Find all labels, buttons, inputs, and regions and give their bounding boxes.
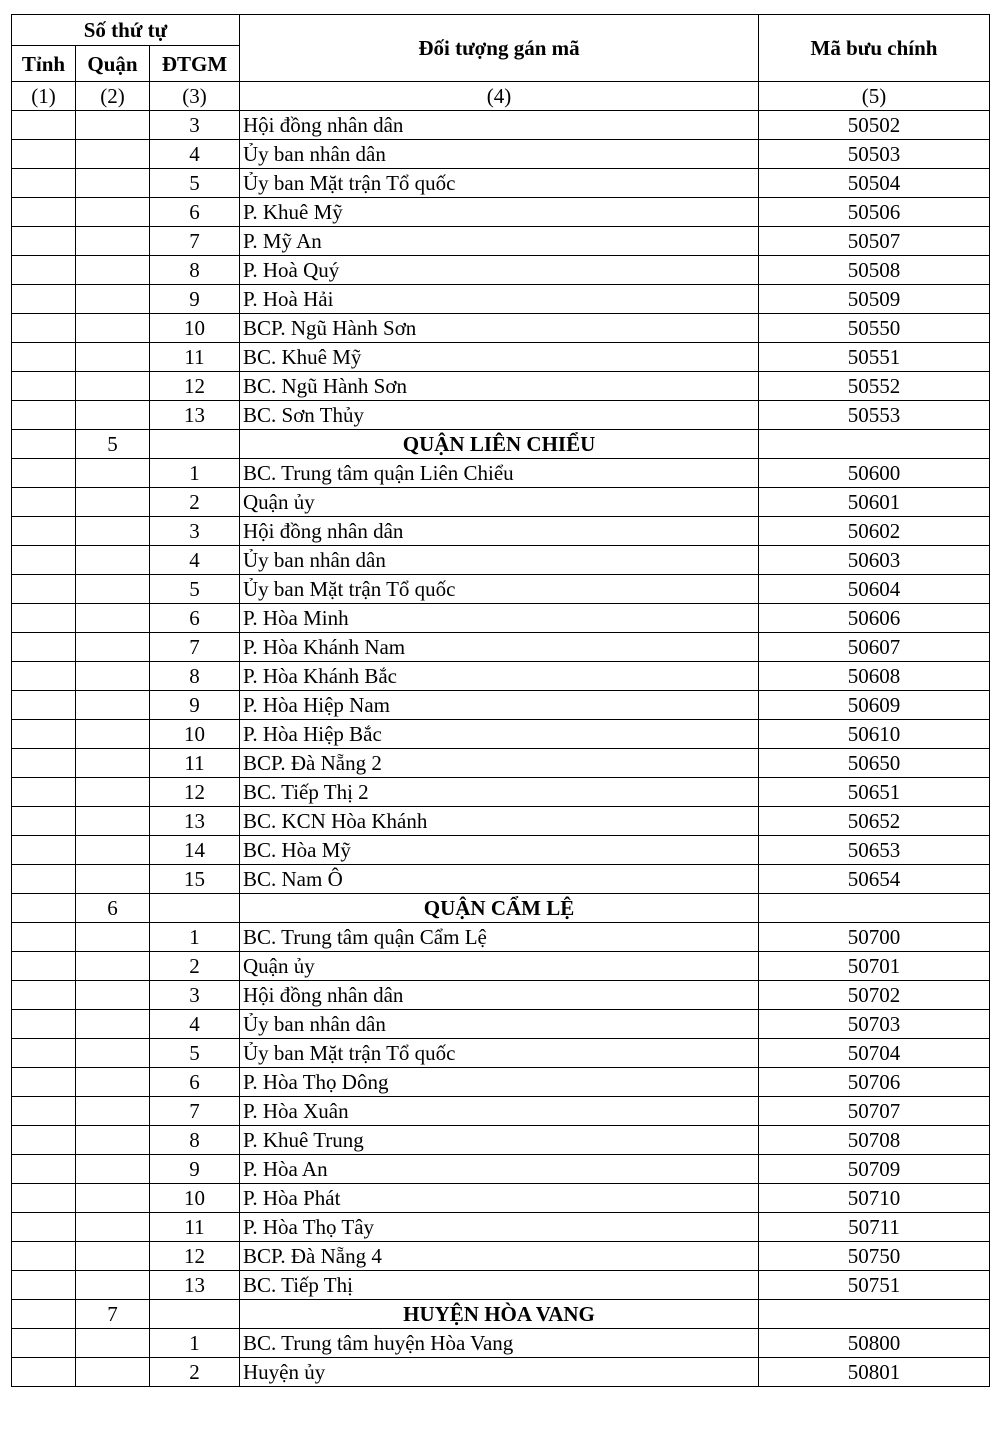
district-number-cell [76, 198, 150, 227]
district-number-cell [76, 575, 150, 604]
table-row [12, 1242, 990, 1271]
dtgm-number-cell [150, 430, 240, 459]
table-row [12, 778, 990, 807]
object-name-cell: BC. Khuê Mỹ [240, 343, 759, 372]
district-number-cell [76, 169, 150, 198]
column-number-2: (2) [76, 82, 150, 111]
column-number-1: (1) [12, 82, 76, 111]
province-cell [12, 459, 76, 488]
object-name-cell: BCP. Đà Nẵng 4 [240, 1242, 759, 1271]
table-row [12, 662, 990, 691]
district-number-cell [76, 401, 150, 430]
dtgm-number-cell: 6 [150, 1068, 240, 1097]
object-name-cell: Ủy ban nhân dân [240, 1010, 759, 1039]
district-number-cell [76, 604, 150, 633]
province-cell [12, 720, 76, 749]
object-name-cell: BC. Tiếp Thị 2 [240, 778, 759, 807]
province-cell [12, 981, 76, 1010]
province-cell [12, 749, 76, 778]
district-number-cell [76, 1126, 150, 1155]
table-row [12, 1329, 990, 1358]
district-number-cell [76, 807, 150, 836]
table-row [12, 198, 990, 227]
postal-code-cell: 50603 [759, 546, 990, 575]
table-row [12, 1271, 990, 1300]
object-name-cell: BC. Ngũ Hành Sơn [240, 372, 759, 401]
dtgm-number-cell: 2 [150, 1358, 240, 1387]
district-number-cell [76, 720, 150, 749]
header-dtgm-column: ĐTGM [150, 46, 240, 82]
column-number-5: (5) [759, 82, 990, 111]
postal-code-cell: 50704 [759, 1039, 990, 1068]
province-cell [12, 1039, 76, 1068]
district-number-cell [76, 227, 150, 256]
postal-code-cell: 50706 [759, 1068, 990, 1097]
province-cell [12, 662, 76, 691]
table-row [12, 1213, 990, 1242]
district-number-cell [76, 1358, 150, 1387]
object-name-cell: BC. Sơn Thủy [240, 401, 759, 430]
district-number-cell [76, 836, 150, 865]
object-name-cell: BCP. Đà Nẵng 2 [240, 749, 759, 778]
table-row [12, 691, 990, 720]
object-name-cell: P. Hòa Minh [240, 604, 759, 633]
header-row-group [12, 15, 990, 46]
dtgm-number-cell: 2 [150, 488, 240, 517]
district-number-cell [76, 256, 150, 285]
postal-code-cell: 50507 [759, 227, 990, 256]
province-cell [12, 1271, 76, 1300]
table-row [12, 1184, 990, 1213]
object-name-cell: BC. Nam Ô [240, 865, 759, 894]
dtgm-number-cell: 10 [150, 314, 240, 343]
dtgm-number-cell: 10 [150, 720, 240, 749]
object-name-cell: Hội đồng nhân dân [240, 111, 759, 140]
province-cell [12, 169, 76, 198]
dtgm-number-cell: 9 [150, 691, 240, 720]
province-cell [12, 1126, 76, 1155]
header-object-column: Đối tượng gán mã [240, 15, 759, 82]
table-row [12, 604, 990, 633]
table-row [12, 546, 990, 575]
postal-code-cell: 50653 [759, 836, 990, 865]
object-name-cell: BC. Trung tâm quận Liên Chiểu [240, 459, 759, 488]
postal-code-cell: 50610 [759, 720, 990, 749]
object-name-cell: P. Hòa Xuân [240, 1097, 759, 1126]
table-row [12, 1010, 990, 1039]
district-number-cell [76, 662, 150, 691]
dtgm-number-cell: 3 [150, 111, 240, 140]
district-heading-cell: HUYỆN HÒA VANG [240, 1300, 759, 1329]
district-number-cell: 7 [76, 1300, 150, 1329]
dtgm-number-cell: 4 [150, 546, 240, 575]
district-number-cell [76, 314, 150, 343]
dtgm-number-cell: 3 [150, 981, 240, 1010]
dtgm-number-cell: 6 [150, 604, 240, 633]
object-name-cell: P. Hòa Hiệp Nam [240, 691, 759, 720]
dtgm-number-cell: 1 [150, 459, 240, 488]
table-row [12, 285, 990, 314]
dtgm-number-cell: 8 [150, 256, 240, 285]
postal-code-cell: 50707 [759, 1097, 990, 1126]
province-cell [12, 372, 76, 401]
table-row [12, 1126, 990, 1155]
district-number-cell [76, 111, 150, 140]
postal-code-cell [759, 894, 990, 923]
postal-code-cell [759, 430, 990, 459]
table-row [12, 227, 990, 256]
province-cell [12, 256, 76, 285]
province-cell [12, 1329, 76, 1358]
object-name-cell: P. Hòa Khánh Nam [240, 633, 759, 662]
dtgm-number-cell: 13 [150, 401, 240, 430]
dtgm-number-cell: 14 [150, 836, 240, 865]
postal-code-cell: 50509 [759, 285, 990, 314]
province-cell [12, 604, 76, 633]
table-row [12, 720, 990, 749]
postal-code-cell: 50550 [759, 314, 990, 343]
district-number-cell [76, 343, 150, 372]
object-name-cell: P. Hoà Hải [240, 285, 759, 314]
province-cell [12, 778, 76, 807]
dtgm-number-cell: 7 [150, 1097, 240, 1126]
district-number-cell [76, 749, 150, 778]
table-row [12, 517, 990, 546]
district-heading-row [12, 1300, 990, 1329]
postal-code-cell: 50503 [759, 140, 990, 169]
province-cell [12, 1213, 76, 1242]
table-row [12, 952, 990, 981]
dtgm-number-cell: 12 [150, 1242, 240, 1271]
district-number-cell [76, 1097, 150, 1126]
province-cell [12, 1184, 76, 1213]
object-name-cell: P. Hòa Phát [240, 1184, 759, 1213]
table-row [12, 343, 990, 372]
postal-code-cell: 50600 [759, 459, 990, 488]
object-name-cell: Hội đồng nhân dân [240, 981, 759, 1010]
postal-code-cell: 50751 [759, 1271, 990, 1300]
object-name-cell: P. Hòa An [240, 1155, 759, 1184]
table-row [12, 981, 990, 1010]
province-cell [12, 894, 76, 923]
province-cell [12, 140, 76, 169]
header-postal-code-column: Mã bưu chính [759, 15, 990, 82]
object-name-cell: Ủy ban Mặt trận Tổ quốc [240, 169, 759, 198]
postal-code-cell: 50551 [759, 343, 990, 372]
dtgm-number-cell: 13 [150, 807, 240, 836]
dtgm-number-cell: 1 [150, 923, 240, 952]
postal-code-cell: 50708 [759, 1126, 990, 1155]
dtgm-number-cell: 1 [150, 1329, 240, 1358]
header-province-column: Tỉnh [12, 46, 76, 82]
postal-code-cell: 50800 [759, 1329, 990, 1358]
dtgm-number-cell: 3 [150, 517, 240, 546]
province-cell [12, 865, 76, 894]
object-name-cell: BC. Trung tâm quận Cẩm Lệ [240, 923, 759, 952]
table-row [12, 314, 990, 343]
postal-code-cell: 50711 [759, 1213, 990, 1242]
district-number-cell [76, 1184, 150, 1213]
object-name-cell: P. Mỹ An [240, 227, 759, 256]
table-row [12, 1097, 990, 1126]
object-name-cell: P. Hoà Quý [240, 256, 759, 285]
table-row [12, 1155, 990, 1184]
object-name-cell: BC. KCN Hòa Khánh [240, 807, 759, 836]
table-row [12, 140, 990, 169]
column-number-4: (4) [240, 82, 759, 111]
table-row [12, 401, 990, 430]
object-name-cell: Huyện ủy [240, 1358, 759, 1387]
district-number-cell [76, 1068, 150, 1097]
province-cell [12, 285, 76, 314]
object-name-cell: Ủy ban nhân dân [240, 140, 759, 169]
table-row [12, 807, 990, 836]
header-district-column: Quận [76, 46, 150, 82]
district-number-cell [76, 981, 150, 1010]
postal-code-cell: 50609 [759, 691, 990, 720]
postal-code-cell: 50504 [759, 169, 990, 198]
dtgm-number-cell: 11 [150, 749, 240, 778]
dtgm-number-cell: 5 [150, 1039, 240, 1068]
district-number-cell [76, 517, 150, 546]
province-cell [12, 1300, 76, 1329]
district-number-cell: 6 [76, 894, 150, 923]
postal-code-cell: 50607 [759, 633, 990, 662]
district-number-cell [76, 1213, 150, 1242]
dtgm-number-cell: 13 [150, 1271, 240, 1300]
object-name-cell: P. Hòa Khánh Bắc [240, 662, 759, 691]
object-name-cell: BC. Trung tâm huyện Hòa Vang [240, 1329, 759, 1358]
header-row-numbers [12, 82, 990, 111]
province-cell [12, 401, 76, 430]
district-number-cell [76, 778, 150, 807]
object-name-cell: BC. Tiếp Thị [240, 1271, 759, 1300]
district-number-cell [76, 1155, 150, 1184]
province-cell [12, 517, 76, 546]
province-cell [12, 488, 76, 517]
postal-code-cell: 50553 [759, 401, 990, 430]
province-cell [12, 111, 76, 140]
dtgm-number-cell: 2 [150, 952, 240, 981]
table-row [12, 169, 990, 198]
district-heading-row [12, 430, 990, 459]
table-row [12, 749, 990, 778]
province-cell [12, 1358, 76, 1387]
dtgm-number-cell: 7 [150, 227, 240, 256]
province-cell [12, 1010, 76, 1039]
table-row [12, 836, 990, 865]
dtgm-number-cell: 8 [150, 662, 240, 691]
district-heading-cell: QUẬN CẨM LỆ [240, 894, 759, 923]
object-name-cell: Quận ủy [240, 952, 759, 981]
district-number-cell [76, 372, 150, 401]
postal-code-cell: 50552 [759, 372, 990, 401]
column-number-3: (3) [150, 82, 240, 111]
dtgm-number-cell: 6 [150, 198, 240, 227]
district-number-cell [76, 1329, 150, 1358]
province-cell [12, 430, 76, 459]
postal-code-cell: 50750 [759, 1242, 990, 1271]
province-cell [12, 227, 76, 256]
province-cell [12, 314, 76, 343]
dtgm-number-cell: 4 [150, 140, 240, 169]
district-number-cell [76, 865, 150, 894]
postal-code-cell: 50710 [759, 1184, 990, 1213]
district-number-cell [76, 691, 150, 720]
dtgm-number-cell: 9 [150, 285, 240, 314]
object-name-cell: Hội đồng nhân dân [240, 517, 759, 546]
dtgm-number-cell [150, 1300, 240, 1329]
dtgm-number-cell: 12 [150, 778, 240, 807]
province-cell [12, 1155, 76, 1184]
postal-code-cell: 50651 [759, 778, 990, 807]
dtgm-number-cell: 5 [150, 575, 240, 604]
district-number-cell [76, 633, 150, 662]
postal-code-cell: 50652 [759, 807, 990, 836]
district-number-cell [76, 952, 150, 981]
postal-code-cell: 50654 [759, 865, 990, 894]
province-cell [12, 807, 76, 836]
dtgm-number-cell: 7 [150, 633, 240, 662]
postal-code-cell: 50601 [759, 488, 990, 517]
object-name-cell: Ủy ban Mặt trận Tổ quốc [240, 1039, 759, 1068]
district-number-cell [76, 923, 150, 952]
province-cell [12, 633, 76, 662]
district-heading-row [12, 894, 990, 923]
postal-code-cell: 50602 [759, 517, 990, 546]
table-row [12, 923, 990, 952]
object-name-cell: BC. Hòa Mỹ [240, 836, 759, 865]
header-sequence-group: Số thứ tự [12, 15, 240, 46]
dtgm-number-cell: 5 [150, 169, 240, 198]
postal-code-cell: 50604 [759, 575, 990, 604]
district-number-cell [76, 1039, 150, 1068]
dtgm-number-cell: 4 [150, 1010, 240, 1039]
district-number-cell [76, 546, 150, 575]
district-number-cell [76, 285, 150, 314]
district-number-cell [76, 488, 150, 517]
table-body [12, 111, 990, 1387]
province-cell [12, 575, 76, 604]
postal-code-cell: 50703 [759, 1010, 990, 1039]
dtgm-number-cell: 11 [150, 1213, 240, 1242]
province-cell [12, 923, 76, 952]
district-number-cell [76, 1271, 150, 1300]
postal-code-cell: 50608 [759, 662, 990, 691]
province-cell [12, 343, 76, 372]
district-number-cell [76, 1010, 150, 1039]
province-cell [12, 836, 76, 865]
table-row [12, 111, 990, 140]
dtgm-number-cell: 11 [150, 343, 240, 372]
postal-code-cell: 50502 [759, 111, 990, 140]
postal-code-cell: 50650 [759, 749, 990, 778]
dtgm-number-cell [150, 894, 240, 923]
object-name-cell: P. Khuê Mỹ [240, 198, 759, 227]
object-name-cell: Quận ủy [240, 488, 759, 517]
province-cell [12, 691, 76, 720]
object-name-cell: BCP. Ngũ Hành Sơn [240, 314, 759, 343]
table-row [12, 488, 990, 517]
district-number-cell: 5 [76, 430, 150, 459]
postal-code-table [11, 14, 990, 1387]
district-number-cell [76, 1242, 150, 1271]
object-name-cell: P. Khuê Trung [240, 1126, 759, 1155]
postal-code-cell: 50702 [759, 981, 990, 1010]
postal-code-cell: 50709 [759, 1155, 990, 1184]
table-row [12, 575, 990, 604]
province-cell [12, 1068, 76, 1097]
district-number-cell [76, 459, 150, 488]
table-row [12, 1039, 990, 1068]
object-name-cell: Ủy ban nhân dân [240, 546, 759, 575]
postal-code-cell: 50606 [759, 604, 990, 633]
object-name-cell: P. Hòa Thọ Tây [240, 1213, 759, 1242]
postal-code-cell [759, 1300, 990, 1329]
table-row [12, 372, 990, 401]
district-heading-cell: QUẬN LIÊN CHIỂU [240, 430, 759, 459]
postal-code-cell: 50801 [759, 1358, 990, 1387]
province-cell [12, 198, 76, 227]
dtgm-number-cell: 10 [150, 1184, 240, 1213]
table-row [12, 1068, 990, 1097]
table-row [12, 633, 990, 662]
postal-code-cell: 50700 [759, 923, 990, 952]
table-row [12, 256, 990, 285]
province-cell [12, 1242, 76, 1271]
object-name-cell: P. Hòa Thọ Dông [240, 1068, 759, 1097]
district-number-cell [76, 140, 150, 169]
postal-code-cell: 50701 [759, 952, 990, 981]
object-name-cell: Ủy ban Mặt trận Tổ quốc [240, 575, 759, 604]
dtgm-number-cell: 8 [150, 1126, 240, 1155]
table-row [12, 1358, 990, 1387]
object-name-cell: P. Hòa Hiệp Bắc [240, 720, 759, 749]
postal-code-cell: 50506 [759, 198, 990, 227]
dtgm-number-cell: 12 [150, 372, 240, 401]
table-row [12, 459, 990, 488]
province-cell [12, 1097, 76, 1126]
dtgm-number-cell: 9 [150, 1155, 240, 1184]
province-cell [12, 952, 76, 981]
postal-code-document [11, 14, 989, 1387]
dtgm-number-cell: 15 [150, 865, 240, 894]
table-row [12, 865, 990, 894]
postal-code-cell: 50508 [759, 256, 990, 285]
province-cell [12, 546, 76, 575]
